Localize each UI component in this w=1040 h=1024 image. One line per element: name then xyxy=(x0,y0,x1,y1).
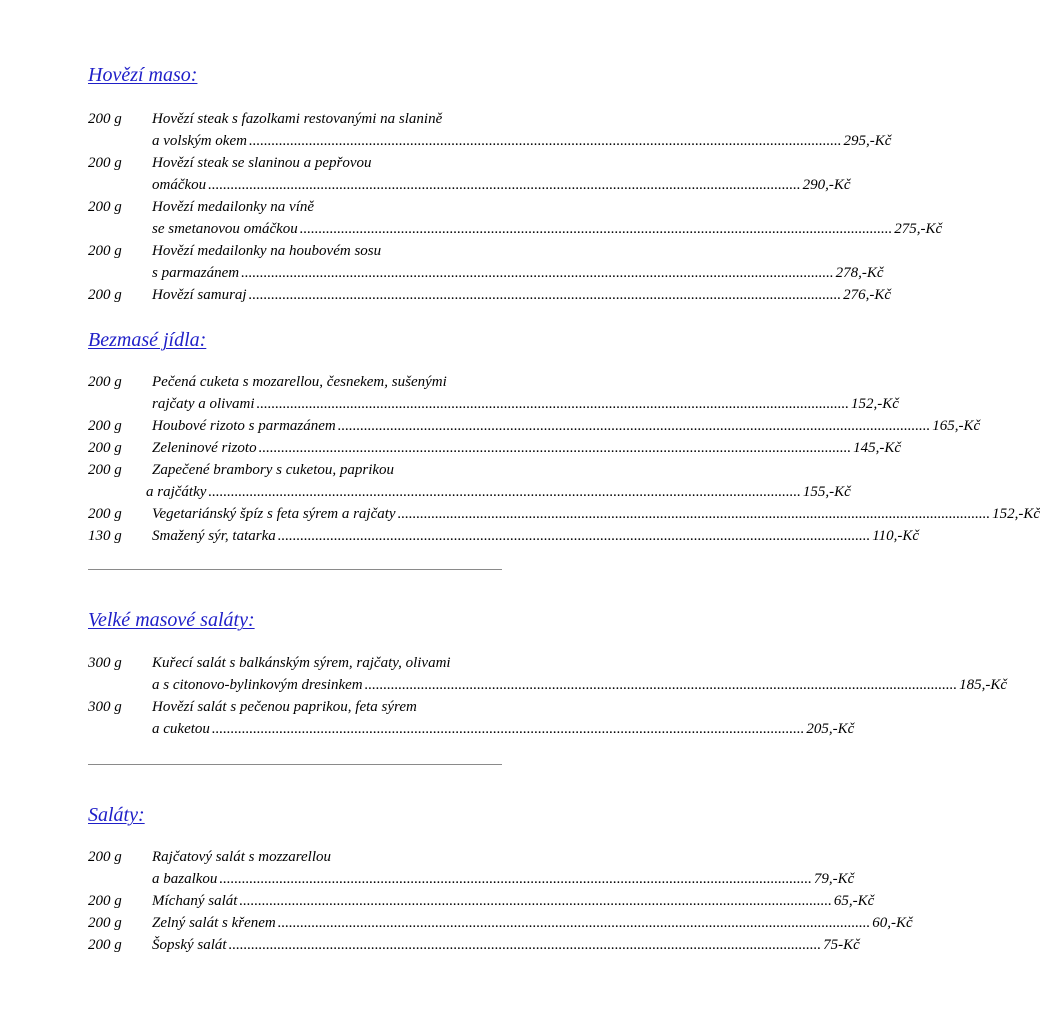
item-weight: 300 g xyxy=(88,699,122,715)
item-price: 295,-Kč xyxy=(843,133,892,149)
menu-item xyxy=(88,371,899,415)
item-name: Hovězí steak s fazolkami restovanými na slanině xyxy=(152,111,443,127)
item-price: 278,-Kč xyxy=(835,265,884,281)
dot-leader xyxy=(398,506,991,522)
item-name-cont: s parmazánem xyxy=(152,265,240,281)
item-price: 185,-Kč xyxy=(959,677,1008,693)
section-title-salaty: Saláty: xyxy=(88,804,145,826)
item-weight: 200 g xyxy=(88,849,122,865)
item-weight: 200 g xyxy=(88,374,122,390)
item-price: 79,-Kč xyxy=(813,871,855,887)
item-weight: 200 g xyxy=(88,915,122,931)
item-price-line xyxy=(88,174,851,196)
menu-item xyxy=(88,437,901,459)
dot-leader xyxy=(212,721,805,737)
menu-item xyxy=(88,152,851,196)
item-price: 145,-Kč xyxy=(853,440,901,456)
item-name: Zelný salát s křenem xyxy=(152,915,276,931)
menu-item xyxy=(88,503,1040,525)
menu-item xyxy=(88,240,884,284)
section-title-bezmase-jidla: Bezmasé jídla: xyxy=(88,329,207,351)
item-name: Hovězí steak se slaninou a pepřovou xyxy=(152,155,372,171)
menu-item xyxy=(88,934,860,956)
item-name-cont: a bazalkou xyxy=(152,871,218,887)
menu-item xyxy=(88,108,892,152)
menu-item xyxy=(88,912,913,934)
item-name: Kuřecí salát s balkánským sýrem, rajčaty, olivami xyxy=(152,655,451,671)
item-name: Zeleninové rizoto xyxy=(152,440,257,456)
dot-leader xyxy=(259,440,852,456)
item-name: Smažený sýr, tatarka xyxy=(152,528,276,544)
dot-leader xyxy=(256,396,849,412)
item-price-line xyxy=(88,284,891,306)
dot-leader xyxy=(365,677,958,693)
item-weight: 200 g xyxy=(88,111,122,127)
item-price-line xyxy=(88,525,920,547)
dot-leader xyxy=(241,265,834,281)
dot-leader xyxy=(219,871,812,887)
dot-leader xyxy=(338,418,931,434)
item-name: Míchaný salát xyxy=(152,893,238,909)
item-price: 65,-Kč xyxy=(833,893,875,909)
menu-item xyxy=(88,415,981,437)
dot-leader xyxy=(208,484,801,500)
item-price: 152,-Kč xyxy=(850,396,899,412)
menu-item xyxy=(88,459,851,503)
dot-leader xyxy=(208,177,801,193)
item-weight: 200 g xyxy=(88,893,122,909)
menu-item xyxy=(88,196,943,240)
item-weight: 200 g xyxy=(88,287,122,303)
item-name: Hovězí salát s pečenou paprikou, feta sýrem xyxy=(152,699,417,715)
section-divider xyxy=(88,569,502,570)
menu-item xyxy=(88,284,891,306)
item-name-cont: a rajčátky xyxy=(146,484,207,500)
section-divider xyxy=(88,764,502,765)
dot-leader xyxy=(278,528,871,544)
item-price-line xyxy=(88,481,851,503)
menu-item xyxy=(88,525,920,547)
item-price-line xyxy=(88,437,901,459)
item-price-line xyxy=(88,912,913,934)
dot-leader xyxy=(249,287,842,303)
item-weight: 200 g xyxy=(88,440,122,456)
dot-leader xyxy=(300,221,893,237)
item-name: Vegetariánský špíz s feta sýrem a rajčaty xyxy=(152,506,396,522)
item-weight: 200 g xyxy=(88,155,122,171)
item-weight: 300 g xyxy=(88,655,122,671)
item-weight: 130 g xyxy=(88,528,122,544)
dot-leader xyxy=(278,915,871,931)
item-price-line xyxy=(88,415,981,437)
item-price-line xyxy=(88,674,1008,696)
item-price: 155,-Kč xyxy=(802,484,851,500)
item-name-cont: se smetanovou omáčkou xyxy=(152,221,298,237)
dot-leader xyxy=(239,893,832,909)
menu-item xyxy=(88,890,875,912)
item-weight: 200 g xyxy=(88,462,122,478)
item-weight: 200 g xyxy=(88,199,122,215)
item-name: Šopský salát xyxy=(152,937,227,953)
menu-item xyxy=(88,846,855,890)
section-title-velke-masove-salaty: Velké masové saláty: xyxy=(88,609,255,631)
item-price: 205,-Kč xyxy=(806,721,855,737)
item-weight: 200 g xyxy=(88,418,122,434)
item-name-cont: a volským okem xyxy=(152,133,247,149)
item-name-cont: a cuketou xyxy=(152,721,210,737)
item-name: Zapečené brambory s cuketou, paprikou xyxy=(152,462,395,478)
item-price: 110,-Kč xyxy=(872,528,920,544)
item-weight: 200 g xyxy=(88,506,122,522)
item-weight: 200 g xyxy=(88,937,122,953)
item-name-cont: rajčaty a olivami xyxy=(152,396,255,412)
item-price: 152,-Kč xyxy=(992,506,1040,522)
dot-leader xyxy=(249,133,842,149)
item-name: Hovězí medailonky na víně xyxy=(152,199,315,215)
item-price: 276,-Kč xyxy=(843,287,891,303)
item-name: Pečená cuketa s mozarellou, česnekem, sušenými xyxy=(152,374,447,390)
menu-item xyxy=(88,652,1008,696)
item-price: 60,-Kč xyxy=(872,915,913,931)
item-price-line xyxy=(88,868,855,890)
item-price-line xyxy=(88,503,1040,525)
item-price-line xyxy=(88,262,884,284)
item-price: 75-Kč xyxy=(823,937,860,953)
item-name: Hovězí samuraj xyxy=(152,287,247,303)
item-weight: 200 g xyxy=(88,243,122,259)
item-price-line xyxy=(88,718,855,740)
item-name: Hovězí medailonky na houbovém sosu xyxy=(152,243,382,259)
item-price-line xyxy=(88,934,860,956)
item-price: 165,-Kč xyxy=(932,418,981,434)
menu-item xyxy=(88,696,855,740)
item-price: 290,-Kč xyxy=(802,177,851,193)
item-name-cont: omáčkou xyxy=(152,177,207,193)
item-price-line xyxy=(88,218,943,240)
item-price: 275,-Kč xyxy=(894,221,943,237)
item-name-cont: a s citonovo-bylinkovým dresinkem xyxy=(152,677,363,693)
item-price-line xyxy=(88,890,875,912)
dot-leader xyxy=(229,937,822,953)
section-title-hovezi-maso: Hovězí maso: xyxy=(88,64,198,86)
item-name: Rajčatový salát s mozzarellou xyxy=(152,849,332,865)
item-price-line xyxy=(88,393,899,415)
item-price-line xyxy=(88,130,892,152)
item-name: Houbové rizoto s parmazánem xyxy=(152,418,336,434)
